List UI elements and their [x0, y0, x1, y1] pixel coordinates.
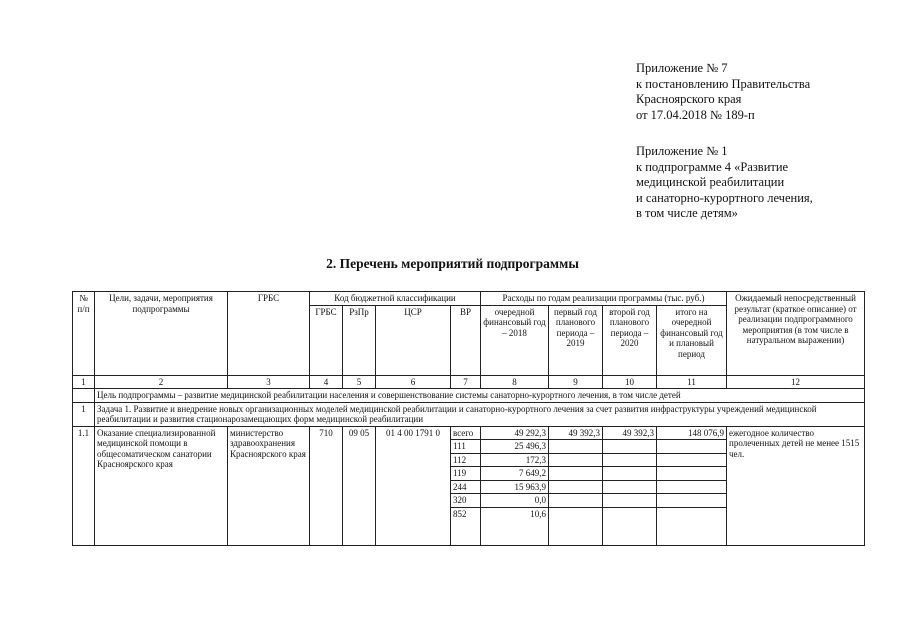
task-num: 1 — [73, 402, 95, 426]
amount-2018: 10,6 — [481, 507, 549, 545]
appendix1-line: в том числе детям» — [636, 206, 738, 220]
item-num: 1.1 — [73, 426, 95, 545]
vr-cell: 320 — [451, 494, 481, 508]
appendix1-line: к подпрограмме 4 «Развитие — [636, 159, 789, 174]
header-result: Ожидаемый непосредственный результат (краткое описание) от реализации подпрограммного мероприятия (в том числе в натуральном выражении) — [727, 292, 865, 376]
amount-2020 — [603, 480, 657, 494]
task-row — [73, 402, 865, 426]
amount-total — [657, 480, 727, 494]
col-number: 2 — [95, 375, 228, 389]
vr-cell: всего — [451, 426, 481, 440]
amount-2020 — [603, 467, 657, 481]
header-row — [73, 292, 865, 306]
col-number: 7 — [451, 375, 481, 389]
amount-2019 — [549, 480, 603, 494]
task-text: Задача 1. Развитие и внедрение новых организационных моделей медицинской реабилитации и санаторно-курортного лечения за счет развития инфраструктуры учреждений медицинской реабилитации и развития стационарозамещающих форм медицинской реабилитации — [95, 402, 865, 426]
header-grbs: ГРБС — [228, 292, 310, 376]
appendix1-line: Приложение № 1 — [636, 144, 728, 158]
header-expenses: Расходы по годам реализации программы (тыс. руб.) — [481, 292, 727, 306]
vr-cell: 119 — [451, 467, 481, 481]
vr-cell: 244 — [451, 480, 481, 494]
amount-total — [657, 507, 727, 545]
col-number: 11 — [657, 375, 727, 389]
col-number: 3 — [228, 375, 310, 389]
header-exp-2019: первый год планового периода – 2019 — [549, 305, 603, 375]
col-number: 5 — [343, 375, 376, 389]
col-number: 1 — [73, 375, 95, 389]
amount-2020 — [603, 453, 657, 467]
amount-2020 — [603, 494, 657, 508]
header-exp-2018: очередной финансовый год – 2018 — [481, 305, 549, 375]
page-title: 2. Перечень мероприятий подпрограммы — [326, 256, 579, 271]
appendix7-line: от 17.04.2018 № 189-п — [636, 107, 755, 122]
header-kbk-vr: ВР — [451, 305, 481, 375]
amount-2019 — [549, 494, 603, 508]
amount-total — [657, 453, 727, 467]
appendix7-line: Приложение № 7 — [636, 61, 728, 75]
item-kbk-grbs: 710 — [310, 426, 343, 545]
header-kbk-csr: ЦСР — [376, 305, 451, 375]
col-number: 9 — [549, 375, 603, 389]
item-csr: 01 4 00 1791 0 — [376, 426, 451, 545]
appendix7-line: Красноярского края — [636, 92, 742, 106]
header-kbk-grbs: ГРБС — [310, 305, 343, 375]
col-number: 10 — [603, 375, 657, 389]
amount-2019 — [549, 507, 603, 545]
col-number: 12 — [727, 375, 865, 389]
goal-row — [73, 389, 865, 403]
amount-total — [657, 440, 727, 454]
amount-2018: 172,3 — [481, 453, 549, 467]
goal-text: Цель подпрограммы – развитие медицинской реабилитации населения и совершенствование системы санаторно-курортного лечения, в том числе детей — [95, 389, 865, 403]
amount-2019 — [549, 440, 603, 454]
measures-table — [72, 291, 865, 546]
amount-total: 148 076,9 — [657, 426, 727, 440]
header-exp-2020: второй год планового периода – 2020 — [603, 305, 657, 375]
amount-2020: 49 392,3 — [603, 426, 657, 440]
amount-2018: 25 496,3 — [481, 440, 549, 454]
amount-2020 — [603, 440, 657, 454]
vr-cell: 852 — [451, 507, 481, 545]
item-row — [73, 426, 865, 440]
item-text: Оказание специализированной медицинской помощи в общесоматическом санатории Красноярского края — [95, 426, 228, 545]
col-number: 4 — [310, 375, 343, 389]
amount-total — [657, 494, 727, 508]
col-number: 8 — [481, 375, 549, 389]
amount-2019: 49 392,3 — [549, 426, 603, 440]
amount-2019 — [549, 453, 603, 467]
amount-2018: 7 649,2 — [481, 467, 549, 481]
col-number: 6 — [376, 375, 451, 389]
header-kbk: Код бюджетной классификации — [310, 292, 481, 306]
item-rzpr: 09 05 — [343, 426, 376, 545]
header-goals: Цели, задачи, мероприятия подпрограммы — [95, 292, 228, 376]
header-kbk-rzpr: РзПр — [343, 305, 376, 375]
amount-2018: 15 963,9 — [481, 480, 549, 494]
amount-2018: 49 292,3 — [481, 426, 549, 440]
header-num: № п/п — [73, 292, 95, 376]
amount-2019 — [549, 467, 603, 481]
vr-cell: 112 — [451, 453, 481, 467]
column-number-row — [73, 375, 865, 389]
item-grbs: министерство здравоохранения Красноярского края — [228, 426, 310, 545]
amount-total — [657, 467, 727, 481]
appendix1-line: медицинской реабилитации — [636, 175, 785, 189]
header-exp-total: итого на очередной финансовый год и плановый период — [657, 305, 727, 375]
appendix1-line: и санаторно-курортного лечения, — [636, 190, 813, 205]
appendix-stamp — [636, 61, 813, 222]
amount-2018: 0,0 — [481, 494, 549, 508]
vr-cell: 111 — [451, 440, 481, 454]
item-result: ежегодное количество пролеченных детей не менее 1515 чел. — [727, 426, 865, 545]
amount-2020 — [603, 507, 657, 545]
appendix7-line: к постановлению Правительства — [636, 76, 811, 91]
